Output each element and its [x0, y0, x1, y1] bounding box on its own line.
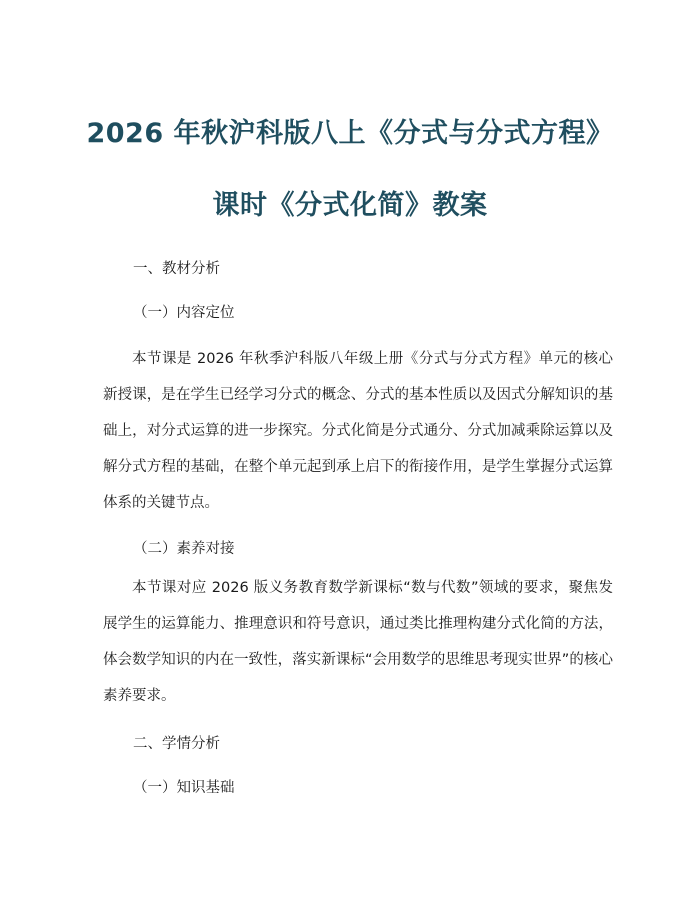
- subsection-heading-literacy-connection: （二）素养对接: [133, 541, 235, 557]
- section-heading-teaching-material: 一、教材分析: [133, 261, 220, 277]
- subsection-heading-knowledge-base: （一）知识基础: [133, 780, 235, 796]
- section-heading-learner-analysis: 二、学情分析: [133, 736, 220, 752]
- paragraph-content-position: 本节课是 2026 年秋季沪科版八年级上册《分式与分式方程》单元的核心新授课，是在学生已经学习分式的概念、分式的基本性质以及因式分解知识的基础上，对分式运算的进一步探究。分式化简是分式通分、分式加减乘除运算以及解分式方程的基础，在整个单元起到承上启下的衔接作用，是学生掌握分式运算体系的关键节点。: [103, 351, 613, 511]
- document-title-line-1: 2026 年秋沪科版八上《分式与分式方程》: [86, 118, 614, 149]
- document-title-line-2: 课时《分式化简》教案: [212, 190, 488, 221]
- paragraph-literacy-connection: 本节课对应 2026 版义务教育数学新课标“数与代数”领域的要求，聚焦发展学生的运算能力、推理意识和符号意识，通过类比推理构建分式化简的方法，体会数学知识的内在一致性，落实新课标“会用数学的思维思考现实世界”的核心素养要求。: [103, 580, 613, 704]
- subsection-heading-content-position: （一）内容定位: [133, 305, 235, 321]
